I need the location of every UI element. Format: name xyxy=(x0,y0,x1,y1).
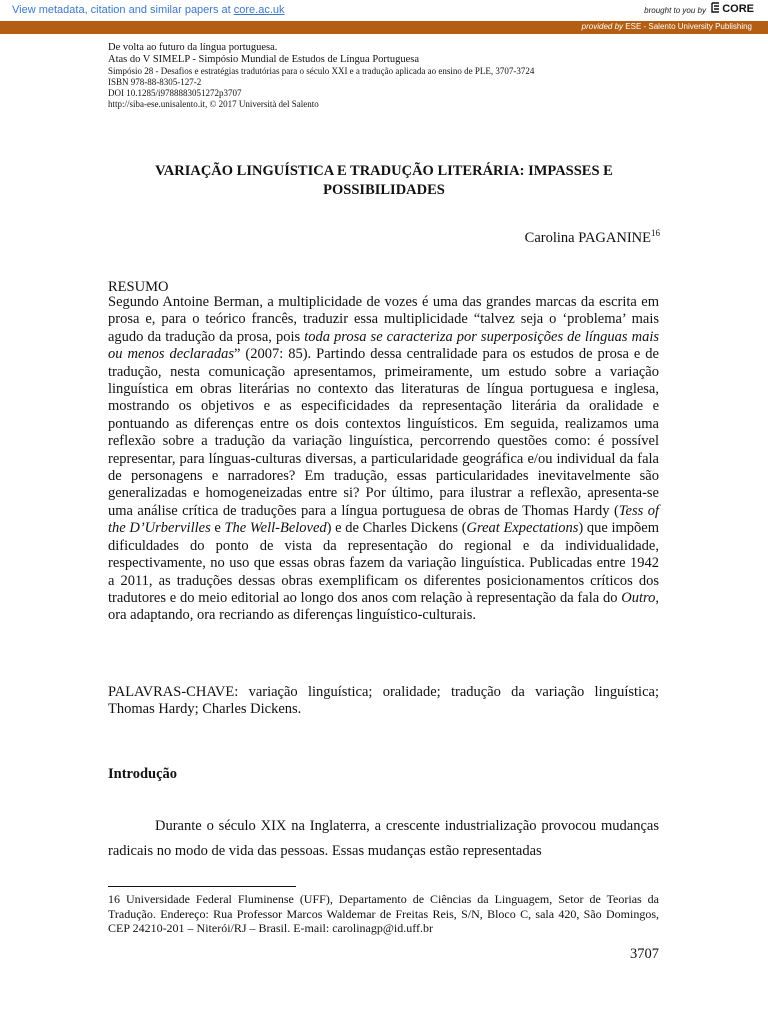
author-name xyxy=(525,228,660,247)
abstract-text xyxy=(108,294,659,625)
author-text: Carolina PAGANINE xyxy=(524,229,651,246)
header-line-6: http://siba-ese.unisalento.it, © 2017 Università del Salento xyxy=(108,99,319,109)
core-link[interactable]: core.ac.uk xyxy=(233,4,285,16)
core-link-prefix: View metadata, citation and similar papers at xyxy=(12,4,234,16)
core-logo[interactable] xyxy=(711,2,754,15)
abstract-part-1: Segundo Antoine Berman, a multiplicidade de vozes é uma das grandes marcas da escrita em prosa e, para o teórico francês, traduzir essa multiplicidade “talvez seja o ‘problema’ mais agudo da tradução da prosa, pois xyxy=(108,294,659,345)
keywords-text: variação linguística; oralidade; tradução da variação linguística; Thomas Hardy; Charles Dickens. xyxy=(108,684,659,718)
keywords xyxy=(108,684,659,719)
header-line-5: DOI 10.1285/i9788883051272p3707 xyxy=(108,88,242,98)
introduction-paragraph: Durante o século XIX na Inglaterra, a crescente industrialização provocou mudanças radicais no modo de vida das pessoas. Essas mudanças estão representadas xyxy=(108,818,659,859)
abstract-part-3: ) e de Charles Dickens ( xyxy=(326,520,467,537)
abstract-quote: toda prosa se caracteriza por superposições de línguas mais ou menos declaradas xyxy=(108,328,659,363)
provided-by xyxy=(582,22,752,31)
core-logo-icon xyxy=(711,2,720,13)
core-banner xyxy=(0,0,768,21)
provider-name: ESE - Salento University Publishing xyxy=(625,22,752,31)
header-line-4: ISBN 978-88-8305-127-2 xyxy=(108,77,202,87)
header-line-1: De volta ao futuro da língua portuguesa. xyxy=(108,42,278,53)
provided-by-label: provided by xyxy=(581,22,624,31)
footnote: 16 Universidade Federal Fluminense (UFF), Departamento de Ciências da Linguagem, Setor de Teorias da Tradução. Endereço: Rua Professor Marcos Waldemar de Freitas Reis, S/N, Bloco C, sala 420, São Domingos, CEP 24210-201 – Niterói/RJ – Brasil. E-mail: carolinagp@id.uff.br xyxy=(108,892,659,935)
work-title-great-expectations: Great Expectations xyxy=(466,520,579,537)
page-number: 3707 xyxy=(630,946,659,962)
core-metadata-link-line xyxy=(12,4,285,16)
abstract-outro: Outro xyxy=(621,589,656,606)
article-title: VARIAÇÃO LINGUÍSTICA E TRADUÇÃO LITERÁRIA: IMPASSES E POSSIBILIDADES xyxy=(155,163,613,198)
author-footnote-marker[interactable]: 16 xyxy=(651,228,660,238)
abstract-label: RESUMO xyxy=(108,279,169,295)
publication-header xyxy=(108,42,668,110)
keywords-label: PALAVRAS-CHAVE: xyxy=(108,684,239,700)
abstract-part-2: ” (2007: 85). Partindo dessa centralidade para os estudos de prosa e de tradução, nesta comunicação apresentamos, primeiramente, um estudo sobre a variação linguística em obras literárias no contexto das literaturas de língua portuguesa e inglesa, mostrando os objetivos e as especificidades da representação literária da oralidade e pontuando as diferenças entre os dois contextos linguísticos. Em seguida, realizamos uma reflexão sobre a tradução da variação linguística, percorrendo questões como: é possível representar, para línguas-culturas diversas, a particularidade geográfica e/ou individual da fala de personagens e narradores? Em tradução, essas particularidades inevitavelmente são generalizadas e homogeneizadas entre si? Por último, para ilustrar a reflexão, apresenta-se uma análise crítica de traduções para a língua portuguesa de obras de Thomas Hardy ( xyxy=(108,346,659,519)
provider-bar xyxy=(0,21,768,34)
header-line-3: Simpósio 28 - Desafios e estratégias tradutórias para o século XXI e a tradução aplicada ao ensino de PLE, 3707-3724 xyxy=(108,66,535,76)
abstract-part-5: , ora adaptando, ora recriando as diferenças linguístico-culturais. xyxy=(108,589,659,624)
footnote-rule xyxy=(108,886,296,887)
work-title-well-beloved: The Well-Beloved xyxy=(224,520,327,537)
introduction-heading: Introdução xyxy=(108,766,178,782)
abstract-sep: e xyxy=(210,520,225,537)
header-line-2: Atas do V SIMELP - Simpósio Mundial de Estudos de Língua Portuguesa xyxy=(108,54,420,65)
abstract-part-4: ) que impõem dificuldades do ponto de vista da representação do regional e da individualidade, respectivamente, no uso que essas obras fazem da variação linguística. Publicadas entre 1942 a 2011, as traduções dessas obras exemplificam os diferentes posicionamentos críticos dos tradutores e do meio editorial ao longo dos anos com relação à representação da fala do xyxy=(108,520,659,606)
brought-to-you-by: brought to you by xyxy=(644,6,706,15)
core-logo-text: CORE xyxy=(722,3,754,15)
work-title-tess: Tess of the D’Urbervilles xyxy=(108,502,659,537)
